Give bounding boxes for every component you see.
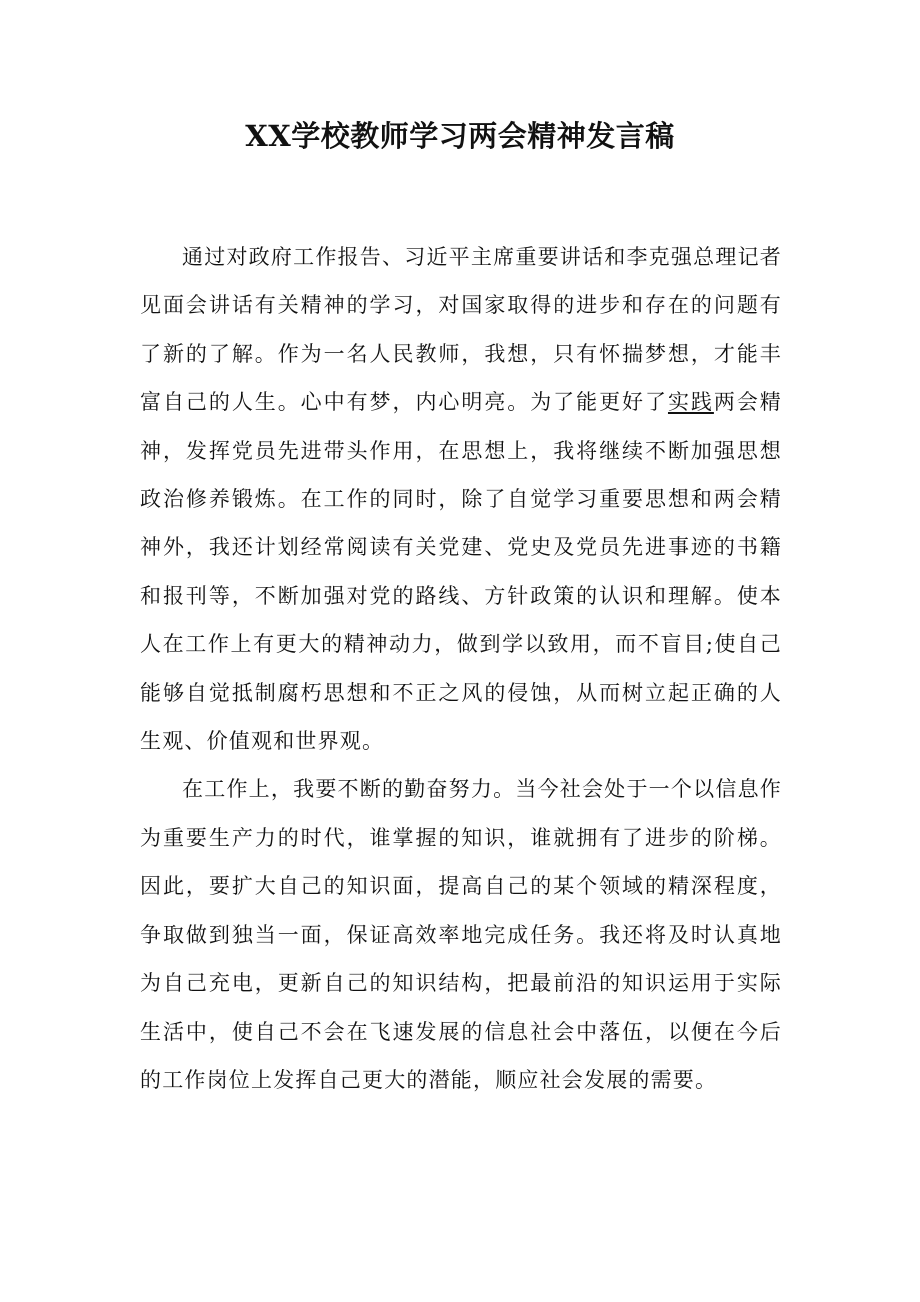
paragraph-2: 在工作上，我要不断的勤奋努力。当今社会处于一个以信息作为重要生产力的时代，谁掌握的知识，谁就拥有了进步的阶梯。因此，要扩大自己的知识面，提高自己的某个领域的精深程度，争取做到独当一面，保证高效率地完成任务。我还将及时认真地为自己充电，更新自己的知识结构，把最前沿的知识运用于实际生活中，使自己不会在飞速发展的信息社会中落伍，以便在今后的工作岗位上发挥自己更大的潜能，顺应社会发展的需要。 <box>140 777 782 1092</box>
document-body <box>140 233 782 1104</box>
underlined-word: 实践 <box>667 390 714 415</box>
paragraph-1 <box>140 233 782 765</box>
paragraph-1-text-start: 通过对政府工作报告、习近平主席重要讲话和李克强总理记者见面会讲话有关精神的学习，对国家取得的进步和存在的问题有了新的了解。作为一名人民教师，我想，只有怀揣梦想，才能丰富自己的人生。心中有梦，内心明亮。为了能更好了 <box>140 245 782 415</box>
paragraph-1-text-end: 两会精神，发挥党员先进带头作用，在思想上，我将继续不断加强思想政治修养锻炼。在工作的同时，除了自觉学习重要思想和两会精神外，我还计划经常阅读有关党建、党史及党员先进事迹的书籍和报刊等，不断加强对党的路线、方针政策的认识和理解。使本人在工作上有更大的精神动力，做到学以致用，而不盲目;使自己能够自觉抵制腐朽思想和不正之风的侵蚀，从而树立起正确的人生观、价值观和世界观。 <box>140 390 782 754</box>
document-title: XX学校教师学习两会精神发言稿 <box>245 119 675 153</box>
